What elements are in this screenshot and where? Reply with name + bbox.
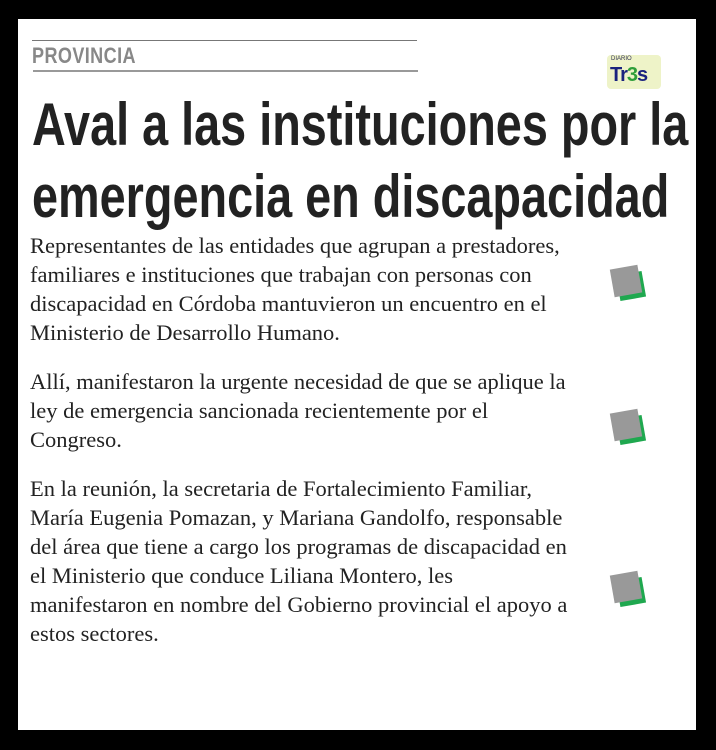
logo-small-text: DIARIO [611,56,632,62]
headline-line-2: emergencia en discapacidad [32,163,670,230]
square-bullet-icon [612,573,648,609]
diario-tres-logo [607,55,661,89]
logo-text-a: Tr [610,64,627,86]
headline [32,89,688,233]
logo-text-c: s [637,64,648,86]
logo-text-b: 3 [626,64,638,86]
paragraph-1: Representantes de las entidades que agrupan a prestadores, familiares e instituciones que trabajan con personas con discapacidad en Córdoba mantuvieron un encuentro en el Ministerio de Desarrollo Humano. [30,233,560,345]
section-label: PROVINCIA [32,43,136,68]
article-panel [18,19,696,730]
section-rule-top [32,40,417,41]
square-bullet-icon [612,411,648,447]
logo-text [610,63,661,87]
paragraph-3: En la reunión, la secretaria de Fortalecimiento Familiar, María Eugenia Pomazan, y Mariana Gandolfo, responsable del área que tiene a cargo los programas de discapacidad en el Ministerio que conduce Liliana Montero, les manifestaron en nombre del Gobierno provincial el apoyo a estos sectores. [30,476,568,646]
article-body [30,231,590,668]
headline-line-1: Aval a las instituciones por la [32,91,689,158]
square-bullet-icon [612,267,648,303]
section-rule-bottom [33,70,418,72]
paragraph-2: Allí, manifestaron la urgente necesidad de que se aplique la ley de emergencia sancionada recientemente por el Congreso. [30,369,566,452]
